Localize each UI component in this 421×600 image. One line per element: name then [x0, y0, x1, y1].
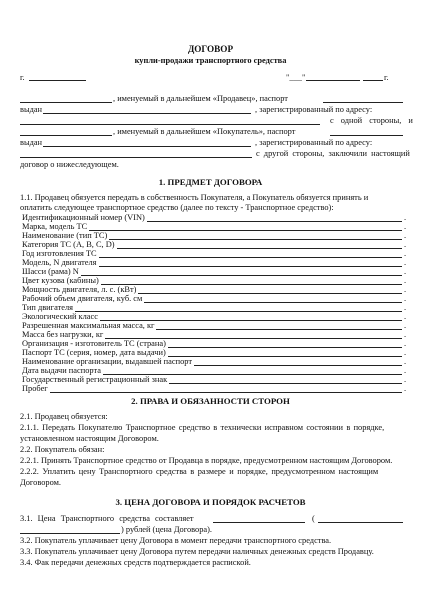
vehicle-field-line[interactable]: [99, 257, 402, 258]
vehicle-field-period: .: [404, 258, 407, 267]
vehicle-field-line[interactable]: [138, 293, 402, 294]
vehicle-field-period: .: [404, 321, 407, 330]
vehicle-field-label: Марка, модель ТС: [22, 222, 88, 231]
buyer-address-line[interactable]: [20, 157, 252, 158]
section2-line2: 2.1.1. Передать Покупателю Транспортное средство в технически исправном состоянии в порядке,: [20, 423, 385, 432]
section3-line1-text: 3.1. Цена Транспортного средства составляет: [20, 514, 194, 523]
vehicle-field-label: Категория ТС (A, B, C, D): [22, 240, 115, 249]
vehicle-field-period: .: [404, 357, 407, 366]
seller-address-line[interactable]: [20, 124, 320, 125]
seller-issued-line[interactable]: [43, 113, 251, 114]
vehicle-field-label: Шасси (рама) N: [22, 267, 79, 276]
price-number-line[interactable]: [213, 522, 305, 523]
date-day: "___": [286, 73, 306, 82]
section1-p1-line1: 1.1. Продавец обязуется передать в собственность Покупателя, а Покупатель обязуется принять и: [20, 193, 369, 202]
vehicle-field-label: Государственный регистрационный знак: [22, 375, 168, 384]
vehicle-field-label: Пробег: [22, 384, 48, 393]
city-prefix: г.: [20, 73, 25, 82]
vehicle-field-period: .: [404, 249, 407, 258]
vehicle-field-line[interactable]: [168, 356, 402, 357]
other-side-text: с другой стороны, заключили настоящий: [256, 149, 410, 158]
vehicle-field-line[interactable]: [156, 329, 402, 330]
section1-heading: 1. ПРЕДМЕТ ДОГОВОРА: [158, 177, 263, 187]
vehicle-field-period: .: [404, 312, 407, 321]
city-line[interactable]: [29, 80, 86, 81]
vehicle-field-label: Паспорт ТС (серия, номер, дата выдачи): [22, 348, 166, 357]
vehicle-field-label: Дата выдачи паспорта: [22, 366, 101, 375]
vehicle-field-period: .: [404, 375, 407, 384]
buyer-issued-line[interactable]: [43, 146, 251, 147]
vehicle-field-period: .: [404, 384, 407, 393]
vehicle-field-period: .: [404, 240, 407, 249]
vehicle-field-label: Экологический класс: [22, 312, 98, 321]
vehicle-field-period: .: [404, 303, 407, 312]
section2-line3: установленном настоящим Договором.: [20, 434, 159, 443]
vehicle-field-label: Идентификационный номер (VIN): [22, 213, 145, 222]
vehicle-field-period: .: [404, 231, 407, 240]
vehicle-field-line[interactable]: [75, 311, 402, 312]
vehicle-field-line[interactable]: [169, 383, 402, 384]
section3-line2: ) рублей (цена Договора).: [121, 525, 213, 534]
vehicle-field-label: Наименование (тип ТС): [22, 231, 108, 240]
seller-passport-line[interactable]: [323, 102, 403, 103]
buyer-named-text: , именуемый в дальнейшем «Покупатель», паспорт: [113, 127, 296, 136]
section3-line4: 3.3. Покупатель уплачивает цену Договора путем передачи наличных денежных средств Продавцу.: [20, 547, 374, 556]
section3-heading: 3. ЦЕНА ДОГОВОРА И ПОРЯДОК РАСЧЕТОВ: [115, 497, 306, 507]
one-side-text: с одной стороны, и: [330, 116, 413, 125]
issued-label-2: выдан: [20, 138, 43, 147]
section3-line5: 3.4. Фак передачи денежных средств подтверждается распиской.: [20, 558, 251, 567]
price-words-line-2[interactable]: [20, 533, 120, 534]
vehicle-field-label: Разрешенная максимальная масса, кг: [22, 321, 155, 330]
vehicle-field-period: .: [404, 330, 407, 339]
buyer-name-line[interactable]: [20, 135, 112, 136]
vehicle-field-period: .: [404, 276, 407, 285]
vehicle-field-line[interactable]: [117, 248, 402, 249]
vehicle-field-label: Цвет кузова (кабины): [22, 276, 99, 285]
vehicle-field-line[interactable]: [144, 302, 402, 303]
registered-text-2: , зарегистрированный по адресу:: [255, 138, 373, 147]
seller-named-text: , именуемый в дальнейшем «Продавец», паспорт: [113, 94, 288, 103]
vehicle-field-period: .: [404, 366, 407, 375]
vehicle-field-period: .: [404, 222, 407, 231]
vehicle-field-label: Масса без нагрузки, кг: [22, 330, 104, 339]
section2-heading: 2. ПРАВА И ОБЯЗАННОСТИ СТОРОН: [131, 396, 290, 406]
document-subtitle: купли-продажи транспортного средства: [134, 56, 287, 65]
registered-text-1: , зарегистрированный по адресу:: [255, 105, 373, 114]
price-open-paren: (: [312, 514, 315, 523]
vehicle-field-line[interactable]: [99, 266, 402, 267]
vehicle-field-period: .: [404, 285, 407, 294]
section2-line1: 2.1. Продавец обязуется:: [20, 412, 108, 421]
seller-name-line[interactable]: [20, 102, 112, 103]
document-title: ДОГОВОР: [187, 44, 234, 54]
vehicle-field-label: Рабочий объем двигателя, куб. см: [22, 294, 143, 303]
vehicle-field-period: .: [404, 348, 407, 357]
section2-line5: 2.2.1. Принять Транспортное средство от Продавца в порядке, предусмотренном настоящим Договором.: [20, 456, 393, 465]
vehicle-field-period: .: [404, 339, 407, 348]
buyer-passport-line[interactable]: [330, 135, 403, 136]
price-words-line-1[interactable]: [318, 522, 403, 523]
vehicle-field-line[interactable]: [101, 284, 402, 285]
vehicle-field-line[interactable]: [109, 239, 402, 240]
vehicle-field-label: Мощность двигателя, л. с. (кВт): [22, 285, 137, 294]
date-year-line[interactable]: [363, 80, 383, 81]
section1-p1-line2: оплатить следующее транспортное средство (далее по тексту - Транспортное средство):: [20, 203, 334, 212]
vehicle-field-period: .: [404, 294, 407, 303]
date-month-line[interactable]: [306, 80, 360, 81]
vehicle-field-label: Наименование организации, выдавшей паспорт: [22, 357, 192, 366]
year-suffix: г.: [384, 73, 389, 82]
section2-line7: Договором.: [20, 478, 62, 487]
vehicle-field-period: .: [404, 213, 407, 222]
section3-line3: 3.2. Покупатель уплачивает цену Договора в момент передачи транспортного средства.: [20, 536, 332, 545]
vehicle-field-line[interactable]: [168, 347, 402, 348]
vehicle-field-line[interactable]: [147, 221, 402, 222]
section2-line6: 2.2.2. Уплатить цену Транспортного средства в размере и порядке, предусмотренном настоящим: [20, 467, 379, 476]
agreement-text: договор о нижеследующем.: [20, 160, 119, 169]
vehicle-field-line[interactable]: [81, 275, 402, 276]
vehicle-field-line[interactable]: [89, 230, 402, 231]
issued-label-1: выдан: [20, 105, 43, 114]
vehicle-field-label: Организация - изготовитель ТС (страна): [22, 339, 166, 348]
vehicle-field-label: Тип двигателя: [22, 303, 74, 312]
vehicle-field-period: .: [404, 267, 407, 276]
section2-line4: 2.2. Покупатель обязан:: [20, 445, 105, 454]
vehicle-field-line[interactable]: [50, 392, 402, 393]
vehicle-field-label: Год изготовления ТС: [22, 249, 97, 258]
vehicle-field-line[interactable]: [194, 365, 402, 366]
vehicle-field-label: Модель, N двигателя: [22, 258, 97, 267]
